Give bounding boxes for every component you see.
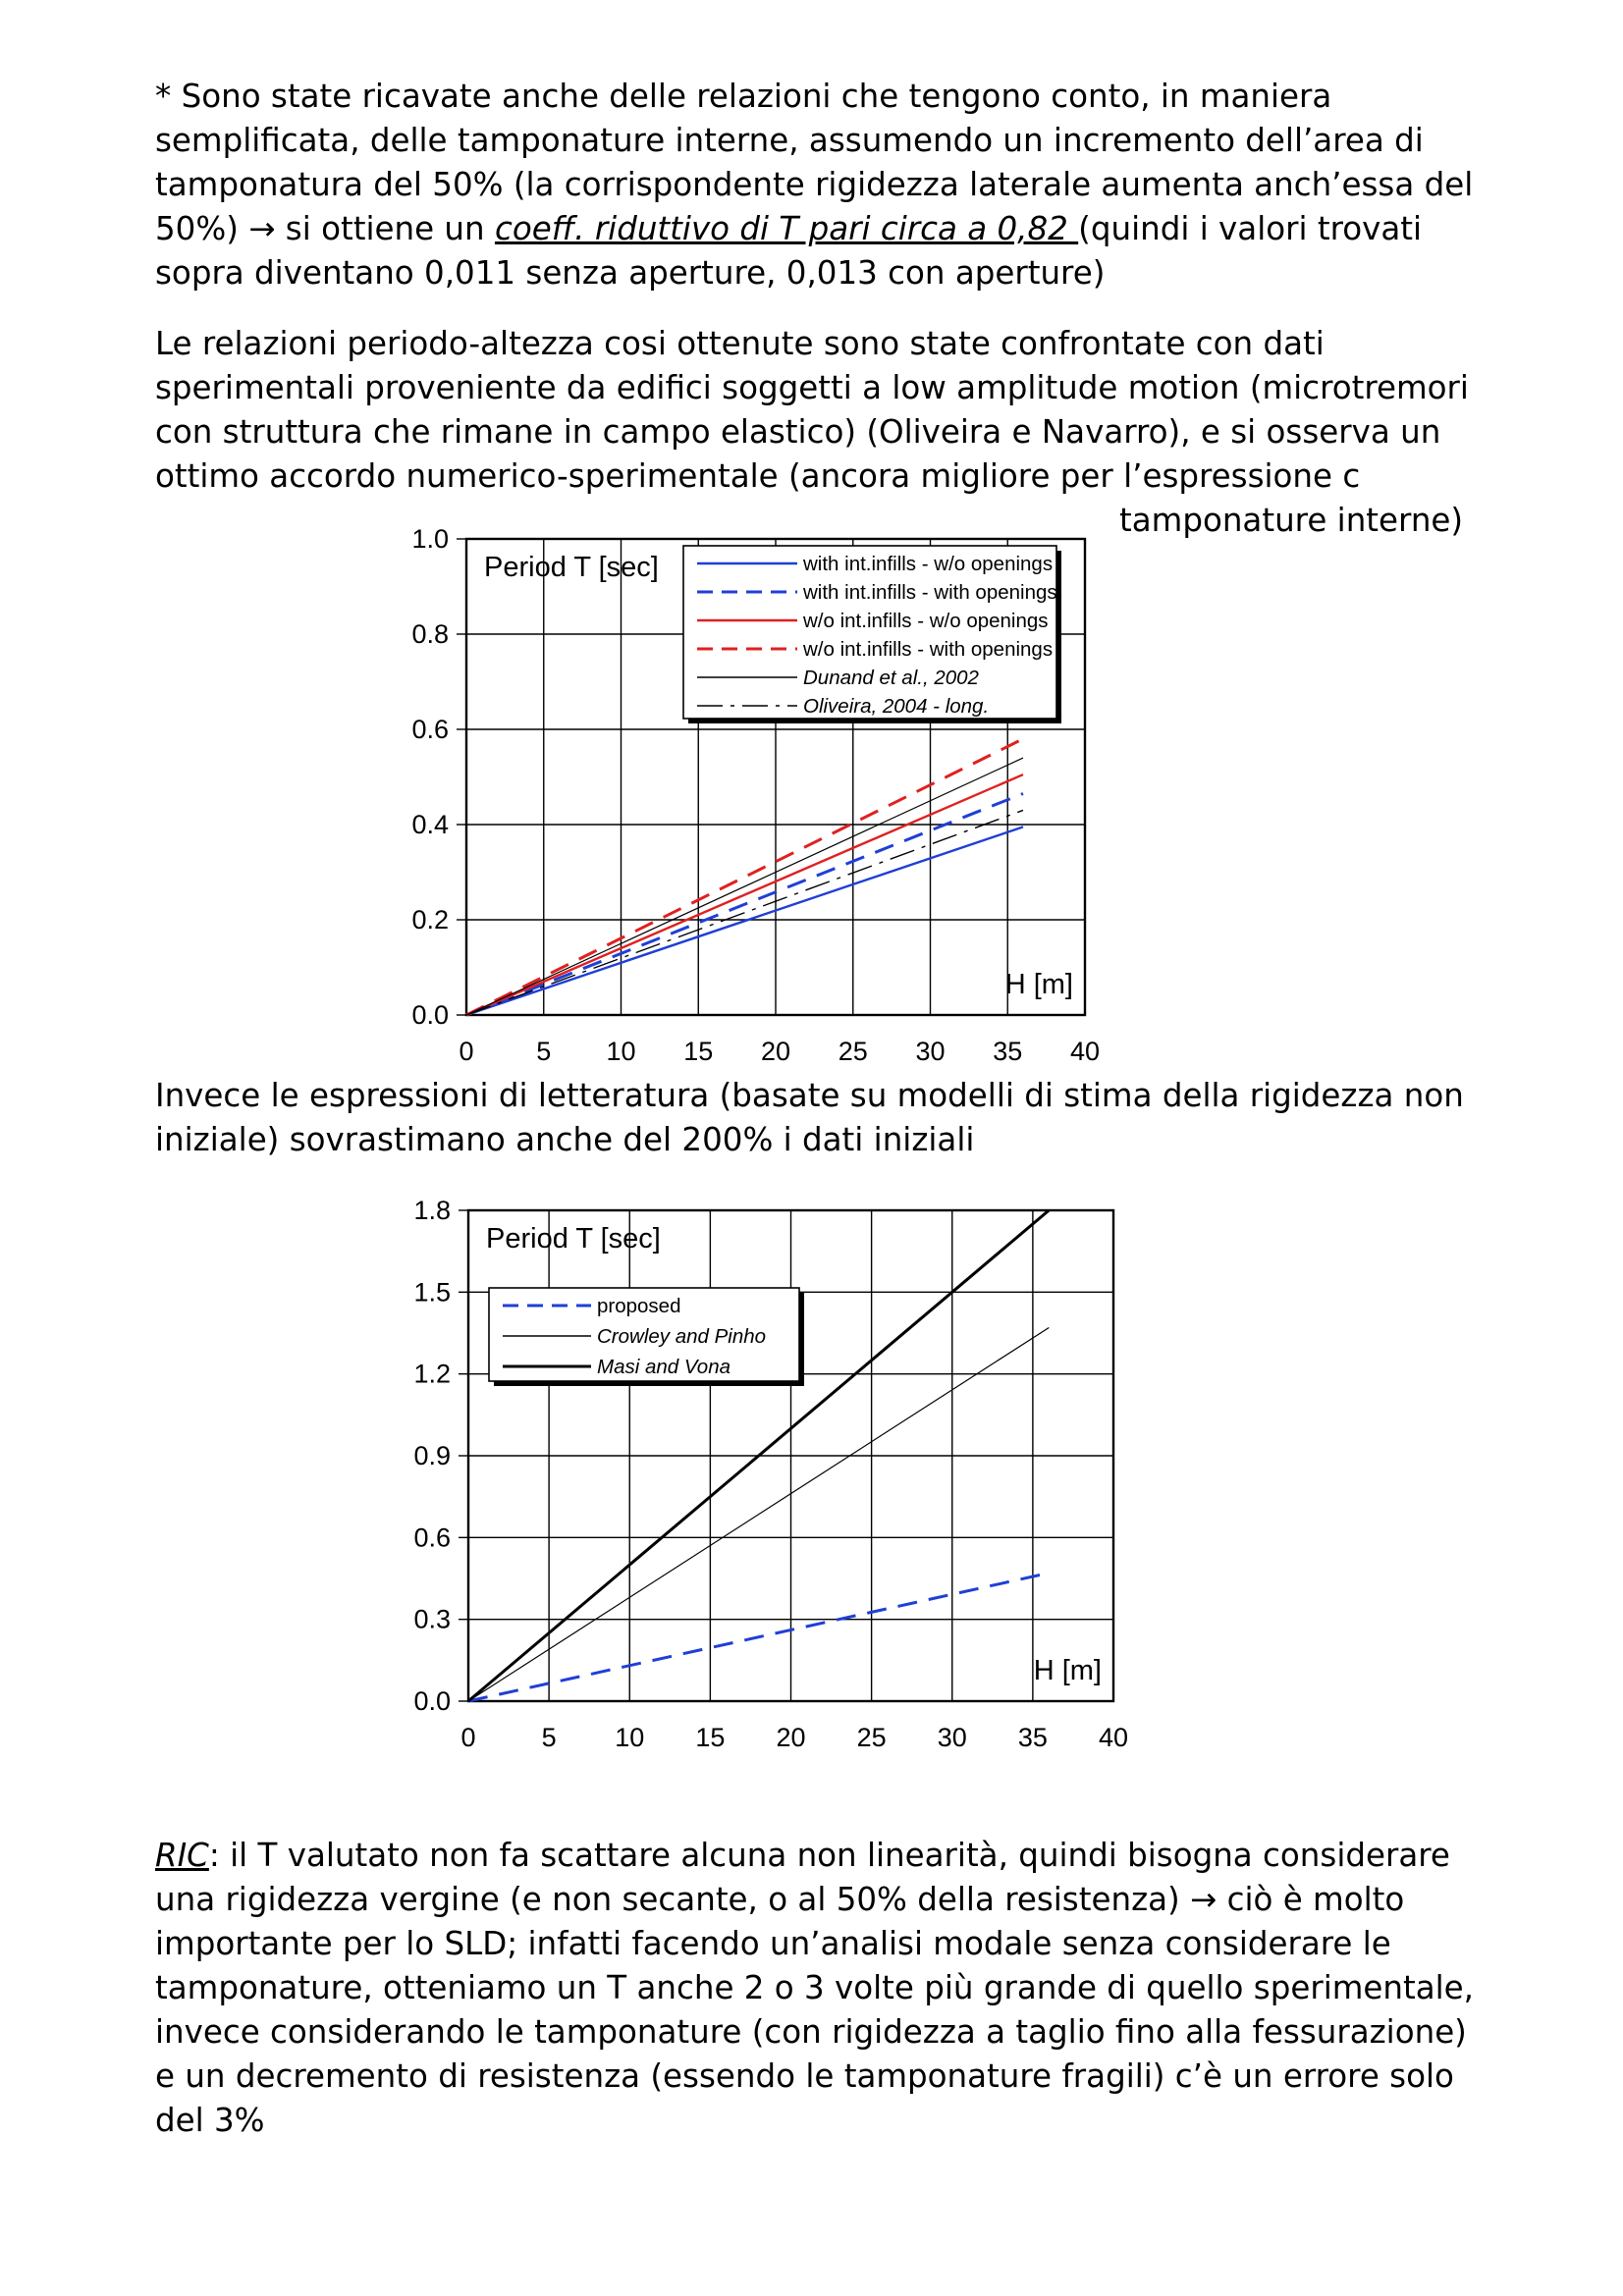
y-tick-label: 0.0 [413,1686,451,1716]
paragraph-literature-overestimate: Invece le espressioni di letteratura (basate su modelli di stima della rigidezza non iniziale) sovrastimano anche del 200% i dati iniziali [155,1077,1464,1158]
x-tick-label: 25 [838,1037,868,1066]
x-tick-label: 10 [615,1723,645,1752]
x-tick-label: 20 [776,1723,806,1752]
x-tick-label: 35 [993,1037,1023,1066]
x-tick-label: 0 [459,1037,474,1066]
paragraph-infill-relations [155,75,1481,295]
x-tick-label: 20 [760,1037,791,1066]
paragraph-text: * Sono state ricavate anche delle relazioni che tengono conto, in maniera semplificata, delle tamponature interne, assumendo un incremento dell’area di tamponatura del 50% (la corrispondente rigidezza laterale aumenta anch’essa del 50%) → si ottiene un [155,78,1474,247]
x-tick-label: 10 [606,1037,636,1066]
paragraph-ric-note [155,1834,1481,2143]
legend-label: Oliveira, 2004 - long. [803,695,990,718]
chart-title: Period T [sec] [486,1223,661,1255]
series-line [468,1573,1049,1701]
y-tick-label: 0.8 [411,619,449,649]
series-line [466,827,1023,1015]
x-tick-label: 30 [915,1037,946,1066]
chart-2-svg [373,1193,1139,1782]
paragraph-experimental-comparison: Le relazioni periodo-altezza cosi ottenute sono state confrontate con dati sperimentali proveniente da edifici soggetti a low amplitude motion (microtremori con struttura che rimane in campo elastico) (Oliveira e Navarro), e si osserva un ottimo accordo numerico-sperimentale (ancora migliore per l’espressione c [155,325,1469,495]
series-line [466,793,1023,1015]
legend-label: Crowley and Pinho [597,1325,767,1348]
paragraph-tail-text: tamponature interne) [1119,502,1464,539]
x-tick-label: 5 [536,1037,552,1066]
y-tick-label: 0.0 [411,1000,449,1030]
x-tick-label: 35 [1017,1723,1048,1752]
x-axis-label: H [m] [1004,969,1073,1000]
y-tick-label: 0.2 [411,905,449,934]
y-tick-label: 1.5 [413,1277,451,1308]
x-tick-label: 0 [460,1723,476,1752]
series-line [466,758,1023,1015]
x-tick-label: 40 [1069,1037,1101,1066]
x-tick-label: 15 [695,1723,726,1752]
legend-label: w/o int.infills - with openings [803,638,1054,661]
y-tick-label: 1.2 [413,1359,451,1389]
legend-label: Masi and Vona [597,1356,730,1378]
x-axis-label: H [m] [1033,1655,1102,1686]
x-tick-label: 25 [856,1723,887,1752]
y-tick-label: 0.4 [411,810,449,839]
series-line [466,810,1023,1015]
y-tick-label: 1.0 [411,524,449,554]
series-line [466,774,1023,1015]
y-tick-label: 0.6 [413,1522,451,1553]
y-tick-label: 1.8 [413,1196,451,1225]
legend-label: w/o int.infills - w/o openings [803,610,1049,632]
x-tick-label: 15 [683,1037,714,1066]
x-tick-label: 30 [937,1723,967,1752]
reduction-coefficient-emphasis: coeff. riduttivo di T pari circa a 0,82 [494,210,1079,247]
legend-label: Dunand et al., 2002 [803,667,979,689]
paragraph-text: (quindi i valori trovati sopra diventano 0,011 senza aperture, 0,013 con aperture) [155,210,1423,292]
legend-label: with int.infills - with openings [803,581,1057,604]
y-tick-label: 0.9 [413,1441,451,1470]
x-tick-label: 40 [1098,1723,1129,1752]
ric-label: RIC [155,1837,209,1874]
x-tick-label: 5 [541,1723,557,1752]
legend-label: with int.infills - w/o openings [803,553,1054,575]
chart-period-height-comparison [373,523,1119,1073]
y-tick-label: 0.6 [411,715,449,744]
paragraph-text: : il T valutato non fa scattare alcuna non linearità, quindi bisogna considerare una rigidezza vergine (e non secante, o al 50% della resistenza) → ciò è molto importante per lo SLD; infatti facendo un’analisi modale senza considerare le tamponature, otteniamo un T anche 2 o 3 volte più grande di quello sperimentale, invece considerando le tamponature (con rigidezza a taglio fino alla fessurazione) e un decremento di resistenza (essendo le tamponature fragili) c’è un errore solo del 3% [155,1837,1474,2139]
legend-label: proposed [597,1295,681,1317]
series-line [466,739,1023,1015]
chart-literature-comparison [373,1193,1139,1782]
chart-title: Period T [sec] [484,552,659,583]
chart-1-svg [373,523,1119,1073]
y-tick-label: 0.3 [413,1604,451,1634]
